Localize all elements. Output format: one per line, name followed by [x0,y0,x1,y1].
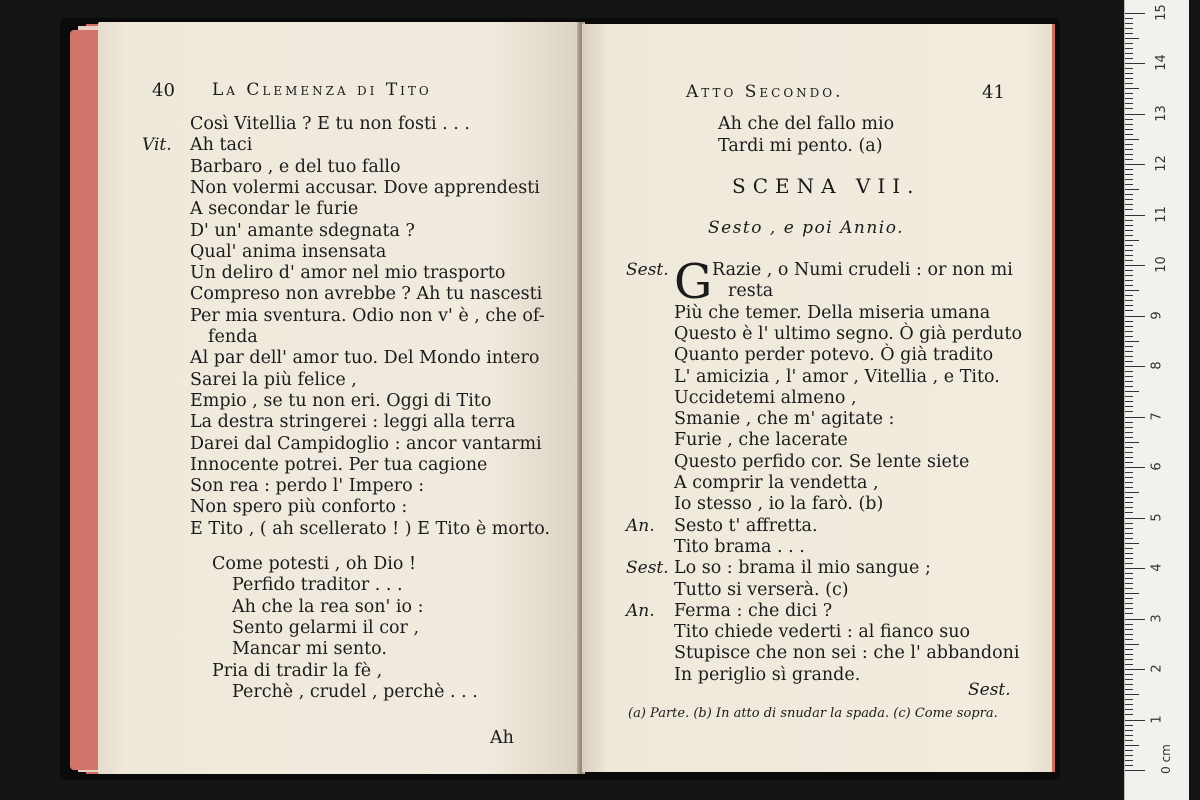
ruler-tick [1125,159,1133,160]
scene-characters: Sesto , e poi Annio. [708,218,905,238]
ruler-tick [1125,659,1133,660]
ruler-tick [1125,427,1133,428]
ruler-tick [1125,679,1133,680]
ruler-tick [1125,174,1133,175]
text-line: Così Vitellia ? E tu non fosti . . . [190,114,470,134]
ruler-tick [1125,68,1133,69]
page-number: 40 [152,80,175,101]
ruler-tick [1125,664,1133,665]
ruler-tick [1125,492,1139,493]
ruler-tick [1125,452,1133,453]
ruler-tick [1125,760,1133,761]
ruler-tick [1125,401,1133,402]
text-line: Tito brama . . . [674,536,805,557]
ruler-tick [1125,634,1133,635]
text-line: Darei dal Campidoglio : ancor vantarmi [190,433,542,454]
ruler-tick [1125,114,1145,115]
ruler-number: 14 [1153,54,1169,71]
ruler-tick [1125,103,1133,104]
ruler-tick [1125,396,1133,397]
ruler-tick [1125,603,1133,604]
ruler-tick [1125,290,1139,291]
ruler-number: 2 [1149,664,1165,673]
text-line: Son rea : perdo l' Impero : [190,476,425,497]
ruler-tick [1125,563,1133,564]
ruler-tick [1125,502,1133,503]
text-line: Qual' anima insensata [190,241,387,262]
ruler-tick [1125,270,1133,271]
ruler-tick [1125,432,1133,433]
ruler-tick [1125,422,1133,423]
drop-cap: G [674,254,713,310]
ruler-tick [1125,43,1133,44]
text-line: La destra stringerei : leggi alla terra [190,412,516,433]
ruler-tick [1125,194,1133,195]
ruler-tick [1125,250,1133,251]
ruler-tick [1125,356,1133,357]
ruler-tick [1125,709,1133,710]
ruler-tick [1125,558,1133,559]
ruler-tick [1125,346,1133,347]
ruler-tick [1125,654,1133,655]
ruler-number: 1 [1149,714,1165,724]
ruler-tick [1125,518,1145,519]
ruler-tick [1125,684,1133,685]
ruler-tick [1125,406,1133,407]
ruler-tick [1125,18,1133,19]
ruler-tick [1125,593,1139,594]
text-line: Tardi mi pento. (a) [718,136,883,156]
ruler-tick [1125,437,1133,438]
ruler-tick [1125,694,1139,695]
page-number: 41 [982,82,1005,103]
text-line: A secondar le furie [190,199,359,220]
ruler-tick [1125,523,1133,524]
ruler-tick [1125,93,1133,94]
text-line: L' amicizia , l' amor , Vitellia , e Tito. [674,366,1000,387]
ruler-tick [1125,482,1133,483]
ruler-tick [1125,391,1139,392]
ruler-number: 9 [1149,310,1165,320]
ruler-tick [1125,639,1133,640]
text-line: Ah taci [190,135,253,156]
ruler-tick [1125,245,1133,246]
ruler-tick [1125,583,1133,584]
ruler-tick [1125,144,1133,145]
ruler-tick [1125,73,1133,74]
ruler-tick [1125,386,1133,387]
aria-line: Mancar mi sento. [232,639,387,660]
ruler-tick [1125,13,1145,14]
text-line: Io stesso , io la farò. (b) [674,494,884,515]
text-line: Empio , se tu non eri. Oggi di Tito [190,390,492,411]
running-title: Atto Secondo. [686,82,844,102]
text-line: Lo so : brama il mio sangue ; [674,558,931,579]
ruler-tick [1125,735,1133,736]
ruler-tick [1125,472,1133,473]
ruler-tick [1125,179,1133,180]
text-line: Questo perfido cor. Se lente siete [674,451,970,472]
ruler-tick [1125,624,1133,625]
ruler-tick [1125,366,1145,367]
text-line: Smanie , che m' agitate : [674,409,895,430]
aria-line: Perfido traditor . . . [232,575,403,596]
catchword: Sest. [968,680,1011,700]
ruler-tick [1125,629,1133,630]
ruler-tick [1125,108,1133,109]
text-line: resta [728,281,774,302]
ruler-tick [1125,644,1139,645]
ruler-tick [1125,63,1145,64]
ruler-tick [1125,260,1133,261]
ruler-tick [1125,149,1133,150]
ruler-tick [1125,255,1133,256]
ruler-tick [1125,669,1145,670]
text-line: Sarei la più felice , [190,369,357,390]
ruler-tick [1125,411,1133,412]
ruler-tick [1125,467,1145,468]
footnote: (a) Parte. (b) In atto di snudar la spada. (c) Come sopra. [628,706,998,721]
ruler-tick [1125,98,1133,99]
ruler-tick [1125,78,1133,79]
ruler-number: 12 [1153,155,1169,172]
ruler-tick [1125,189,1139,190]
ruler-tick [1125,417,1145,418]
ruler-tick [1125,295,1133,296]
text-line: Tutto si verserà. (c) [674,579,849,600]
text-line: Al par dell' amor tuo. Del Mondo intero [190,348,540,369]
ruler-tick [1125,578,1133,579]
ruler-tick [1125,215,1145,216]
running-title: La Clemenza di Tito [212,80,432,100]
ruler-tick [1125,381,1133,382]
ruler-tick [1125,33,1133,34]
aria-line: Sento gelarmi il cor , [232,617,420,638]
ruler-tick [1125,280,1133,281]
measurement-ruler [1124,0,1189,800]
ruler-tick [1125,714,1133,715]
ruler-tick [1125,240,1139,241]
ruler-tick [1125,58,1133,59]
ruler-tick [1125,305,1133,306]
ruler-number: 3 [1149,613,1165,623]
ruler-tick [1125,225,1133,226]
ruler-tick [1125,720,1145,721]
ruler-tick [1125,725,1133,726]
ruler-tick [1125,750,1133,751]
speaker-label: An. [626,515,655,536]
ruler-tick [1125,745,1139,746]
ruler-tick [1125,548,1133,549]
text-line: Sesto t' affretta. [674,515,818,536]
ruler-tick [1125,457,1133,458]
ruler-tick [1125,134,1133,135]
ruler-tick [1125,230,1133,231]
text-line: Per mia sventura. Odio non v' è , che of- [190,305,545,326]
ruler-tick [1125,124,1133,125]
ruler-number: 8 [1149,361,1165,370]
speaker-label: Sest. [626,260,669,280]
ruler-tick [1125,613,1133,614]
text-line: fenda [208,327,258,347]
ruler-tick [1125,477,1133,478]
ruler-number: 4 [1149,563,1165,572]
ruler-tick [1125,608,1133,609]
ruler-tick [1125,28,1133,29]
ruler-tick [1125,88,1139,89]
ruler-tick [1125,199,1133,200]
text-line: Barbaro , e del tuo fallo [190,156,401,177]
ruler-tick [1125,83,1133,84]
ruler-tick [1125,48,1133,49]
aria-line: Perchè , crudel , perchè . . . [232,681,478,702]
ruler-tick [1125,310,1133,311]
text-line: Non spero più conforto : [190,497,408,518]
text-line: Tito chiede vederti : al fianco suo [674,622,971,643]
ruler-tick [1125,154,1133,155]
ruler-tick [1125,235,1133,236]
scene-heading: SCENA VII. [732,174,921,198]
text-line: Ferma : che dici ? [674,600,833,621]
ruler-tick [1125,704,1133,705]
text-line: Uccidetemi almeno , [674,387,857,408]
ruler-tick [1125,598,1133,599]
ruler-tick [1125,23,1133,24]
ruler-tick [1125,220,1133,221]
ruler-tick [1125,699,1133,700]
ruler-tick [1125,770,1145,771]
ruler-number: 15 [1153,3,1169,21]
ruler-tick [1125,442,1139,443]
ruler-tick [1125,336,1133,337]
ruler-tick [1125,119,1133,120]
text-line: D' un' amante sdegnata ? [190,220,415,241]
ruler-tick [1125,265,1145,266]
ruler-number: 5 [1149,512,1165,522]
ruler-tick [1125,568,1145,569]
right-page [582,24,1055,772]
text-line: Furie , che lacerate [674,430,848,451]
ruler-tick [1125,674,1133,675]
ruler-tick [1125,300,1133,301]
left-page [98,22,580,774]
ruler-unit: 0 cm [1158,744,1173,774]
ruler-tick [1125,53,1133,54]
ruler-tick [1125,341,1139,342]
ruler-tick [1125,169,1133,170]
ruler-tick [1125,204,1133,205]
ruler-tick [1125,447,1133,448]
text-line: Innocente potrei. Per tua cagione [190,454,488,475]
catchword: Ah [490,728,514,748]
ruler-tick [1125,209,1133,210]
ruler-tick [1125,351,1133,352]
ruler-number: 7 [1149,411,1165,421]
ruler-tick [1125,371,1133,372]
ruler-tick [1125,164,1145,165]
speaker-label: Sest. [626,558,669,579]
ruler-tick [1125,649,1133,650]
text-line: Questo è l' ultimo segno. Ò già perduto [674,323,1023,344]
ruler-tick [1125,528,1133,529]
text-line: Un deliro d' amor nel mio trasporto [190,263,506,284]
aria-line: Ah che la rea son' io : [232,596,424,617]
ruler-tick [1125,275,1133,276]
text-line: A comprir la vendetta , [674,473,879,493]
ruler-tick [1125,512,1133,513]
ruler-tick [1125,588,1133,589]
ruler-tick [1125,538,1133,539]
ruler-tick [1125,331,1133,332]
ruler-tick [1125,543,1139,544]
ruler-tick [1125,740,1133,741]
speaker-label: An. [626,600,655,621]
text-line: Stupisce che non sei : che l' abbandoni [674,643,1020,664]
ruler-tick [1125,553,1133,554]
ruler-tick [1125,487,1133,488]
ruler-tick [1125,730,1133,731]
ruler-tick [1125,619,1145,620]
ruler-tick [1125,573,1133,574]
ruler-tick [1125,497,1133,498]
aria-line: Pria di tradir la fè , [212,660,383,681]
text-line: Compreso non avrebbe ? Ah tu nascesti [190,284,543,305]
ruler-tick [1125,533,1133,534]
ruler-tick [1125,38,1139,39]
text-line: Non volermi accusar. Dove apprendesti [190,177,540,198]
text-line: E Tito , ( ah scellerato ! ) E Tito è morto. [190,518,551,539]
ruler-tick [1125,184,1133,185]
ruler-tick [1125,462,1133,463]
ruler-tick [1125,755,1133,756]
ruler-number: 11 [1153,205,1169,223]
ruler-tick [1125,361,1133,362]
ruler-number: 13 [1153,104,1169,122]
ruler-tick [1125,326,1133,327]
ruler-tick [1125,139,1139,140]
ruler-tick [1125,321,1133,322]
ruler-number: 10 [1153,256,1169,273]
ruler-tick [1125,285,1133,286]
speaker-label: Vit. [142,135,172,156]
ruler-tick [1125,507,1133,508]
text-line: Ah che del fallo mio [718,114,895,134]
ruler-tick [1125,376,1133,377]
text-line: Quanto perder potevo. Ò già tradito [674,345,994,366]
text-line: Più che temer. Della miseria umana [674,302,991,323]
ruler-number: 6 [1149,462,1165,471]
ruler-tick [1125,689,1133,690]
text-line: In periglio sì grande. [674,664,861,685]
aria-line: Come potesti , oh Dio ! [212,554,416,574]
ruler-tick [1125,316,1145,317]
ruler-tick [1125,129,1133,130]
text-line: Razie , o Numi crudeli : or non mi [712,260,1013,280]
ruler-tick [1125,765,1133,766]
